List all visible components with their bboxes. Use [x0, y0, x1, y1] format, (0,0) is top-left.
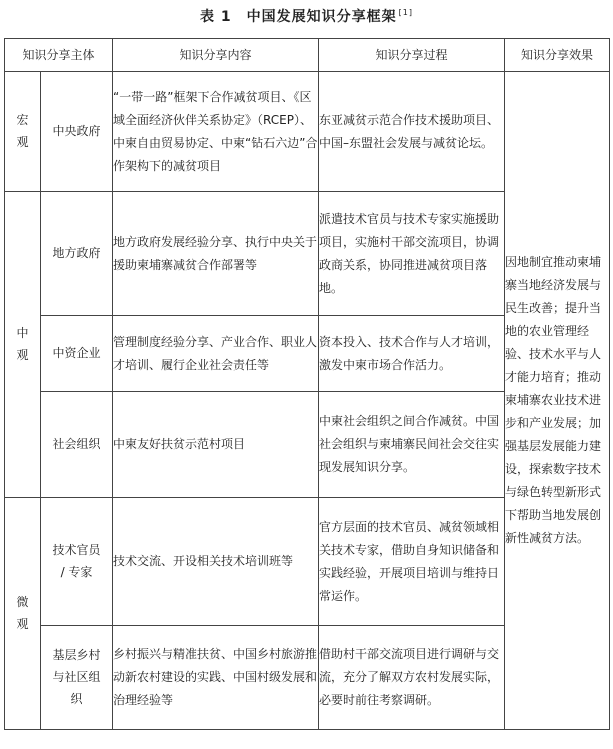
table-title	[0, 6, 613, 26]
content-cell: 中柬友好扶贫示范村项目	[113, 392, 319, 498]
actor-cell: 地方政府	[41, 192, 113, 316]
header-process: 知识分享过程	[319, 39, 505, 72]
level-micro: 微观	[5, 498, 41, 730]
actor-cell: 中资企业	[41, 316, 113, 392]
header-row	[5, 39, 610, 72]
actor-cell: 社会组织	[41, 392, 113, 498]
content-cell: “一带一路”框架下合作减贫项目、《区域全面经济伙伴关系协定》（RCEP）、中柬自由贸易协定、中柬“钻石六边”合作架构下的减贫项目	[113, 72, 319, 192]
process-cell: 官方层面的技术官员、减贫领域相关技术专家，借助自身知识储备和实践经验，开展项目培训与维持日常运作。	[319, 498, 505, 626]
process-cell: 派遣技术官员与技术专家实施援助项目，实施村干部交流项目，协调政商关系，协同推进减贫项目落地。	[319, 192, 505, 316]
process-cell: 东亚减贫示范合作技术援助项目、中国–东盟社会发展与减贫论坛。	[319, 72, 505, 192]
actor-cell: 基层乡村与社区组织	[41, 626, 113, 730]
process-cell: 中柬社会组织之间合作减贫。中国社会组织与柬埔寨民间社会交往实现发展知识分享。	[319, 392, 505, 498]
content-cell: 管理制度经验分享、产业合作、职业人才培训、履行企业社会责任等	[113, 316, 319, 392]
header-subject: 知识分享主体	[5, 39, 113, 72]
content-cell: 地方政府发展经验分享、执行中央关于援助柬埔寨减贫合作部署等	[113, 192, 319, 316]
table-row	[5, 72, 610, 192]
level-macro: 宏观	[5, 72, 41, 192]
level-meso: 中观	[5, 192, 41, 498]
process-cell: 资本投入、技术合作与人才培训，激发中柬市场合作活力。	[319, 316, 505, 392]
table-title-text: 表 1 中国发展知识分享框架	[200, 9, 397, 25]
actor-cell: 技术官员 / 专家	[41, 498, 113, 626]
title-reference: [1]	[398, 8, 413, 18]
knowledge-sharing-table	[4, 38, 610, 730]
effect-cell: 因地制宜推动柬埔寨当地经济发展与民生改善；提升当地的农业管理经验、技术水平与人才能力培育；推动柬埔寨农业技术进步和产业发展；加强基层发展能力建设，探索数字技术与绿色转型新形式下帮助当地发展创新性减贫方法。	[505, 72, 610, 730]
header-content: 知识分享内容	[113, 39, 319, 72]
header-effect: 知识分享效果	[505, 39, 610, 72]
actor-cell: 中央政府	[41, 72, 113, 192]
process-cell: 借助村干部交流项目进行调研与交流，充分了解双方农村发展实际，必要时前往考察调研。	[319, 626, 505, 730]
content-cell: 技术交流、开设相关技术培训班等	[113, 498, 319, 626]
content-cell: 乡村振兴与精准扶贫、中国乡村旅游推动新农村建设的实践、中国村级发展和治理经验等	[113, 626, 319, 730]
